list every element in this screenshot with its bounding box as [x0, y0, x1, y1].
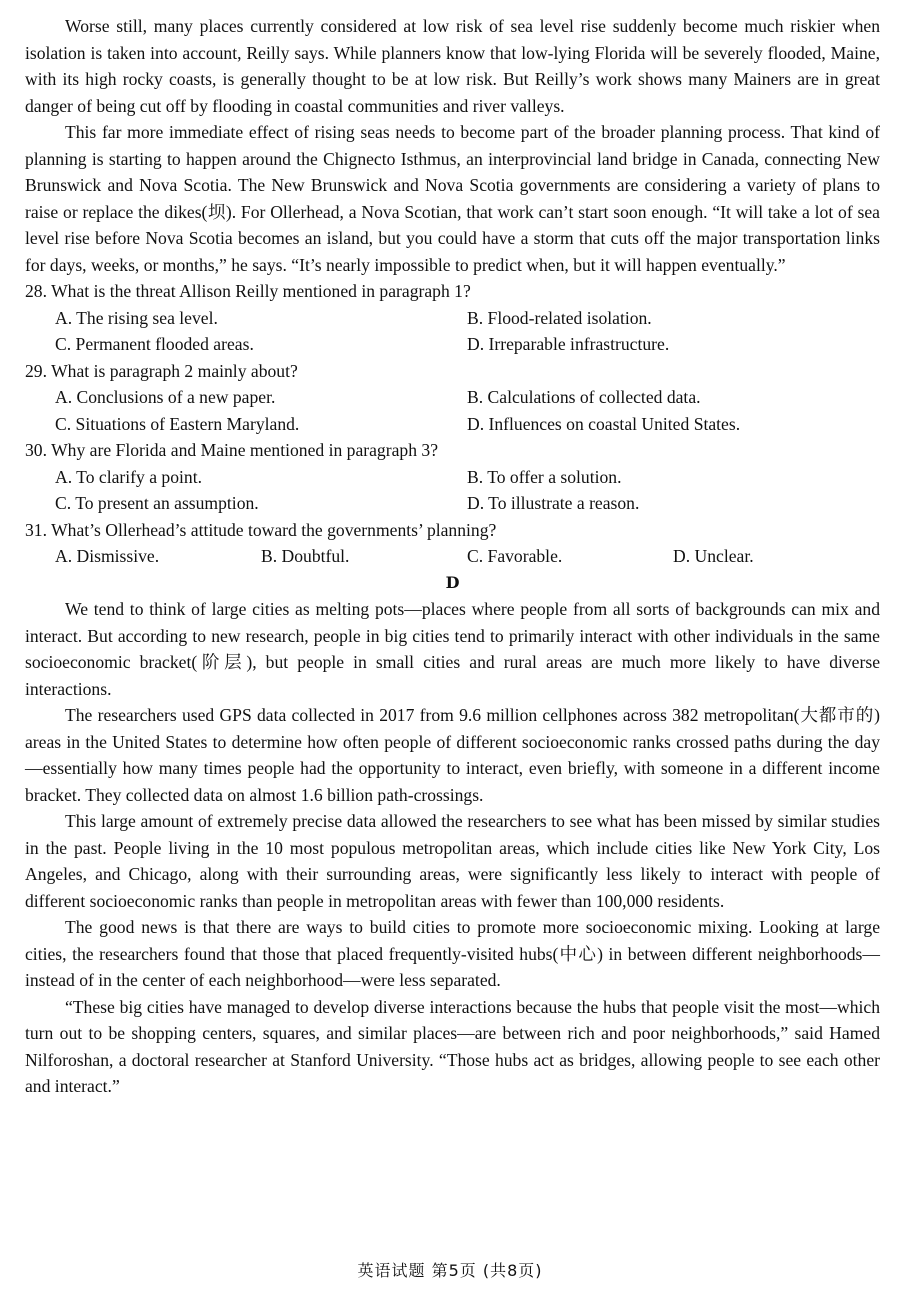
- option-row: [25, 490, 880, 517]
- option-b: B. Calculations of collected data.: [467, 387, 701, 407]
- paragraph-d-5: “These big cities have managed to develop diverse interactions because the hubs that people visit the most—which turn out to be shopping centers, squares, and similar places—are between rich and poor neighborhoods,” said Hamed Nilforoshan, a doctoral researcher at Stanford University. “Those hubs act as bridges, allowing people to see each other and interact.”: [25, 996, 880, 1096]
- question-28: [25, 278, 880, 358]
- question-stem: 28. What is the threat Allison Reilly mentioned in paragraph 1?: [25, 281, 471, 301]
- option-b: B. To offer a solution.: [467, 466, 622, 487]
- option-c: C. To present an assumption.: [55, 493, 259, 513]
- paragraph-d-4: The good news is that there are ways to build cities to promote more socioeconomic mixing. Looking at large cities, the researchers found that those that placed frequently-visited hubs(中心) in between different neighborhoods—instead of in the center of each neighborhood—were less separated.: [25, 917, 880, 990]
- paragraph-c-4: Worse still, many places currently considered at low risk of sea level rise suddenly become much riskier when isolation is taken into account, Reilly says. While planners know that low-lying Florida will be severely flooded, Maine, with its high rocky coasts, is generally thought to be at low risk. But Reilly’s work shows many Mainers are in great danger of being cut off by flooding in coastal communities and river valleys.: [25, 16, 880, 116]
- question-stem: 30. Why are Florida and Maine mentioned in paragraph 3?: [25, 440, 438, 460]
- option-row: [25, 543, 880, 570]
- question-stem: 29. What is paragraph 2 mainly about?: [25, 360, 298, 381]
- option-row: [25, 464, 880, 491]
- option-d: D. Unclear.: [673, 546, 754, 566]
- question-31: [25, 517, 880, 570]
- option-c: C. Permanent flooded areas.: [55, 334, 254, 354]
- option-a: A. The rising sea level.: [55, 307, 218, 328]
- option-row: [25, 305, 880, 332]
- question-stem: 31. What’s Ollerhead’s attitude toward the governments’ planning?: [25, 519, 497, 540]
- option-a: A. To clarify a point.: [55, 466, 202, 487]
- option-row: [25, 384, 880, 411]
- section-heading-d: D: [445, 572, 460, 592]
- option-c: C. Situations of Eastern Maryland.: [55, 413, 300, 434]
- option-row: [25, 411, 880, 438]
- paragraph-c-5: This far more immediate effect of rising seas needs to become part of the broader planning process. That kind of planning is starting to happen around the Chignecto Isthmus, an interprovincial land bridge in Canada, connecting New Brunswick and Nova Scotia. The New Brunswick and Nova Scotia governments are considering a variety of plans to raise or replace the dikes(坝). For Ollerhead, a Nova Scotian, that work can’t start soon enough. “It will take a lot of sea level rise before Nova Scotia becomes an island, but you could have a storm that cuts off the major transportation links for days, weeks, or months,” he says. “It’s nearly impossible to predict when, but it will happen eventually.”: [25, 122, 880, 275]
- option-d: D. To illustrate a reason.: [467, 493, 640, 513]
- option-d: D. Influences on coastal United States.: [467, 413, 741, 434]
- option-d: D. Irreparable infrastructure.: [467, 334, 670, 354]
- option-b: B. Flood-related isolation.: [467, 307, 652, 328]
- option-c: C. Favorable.: [467, 546, 563, 566]
- option-a: A. Dismissive.: [55, 546, 160, 566]
- option-b: B. Doubtful.: [261, 546, 350, 566]
- paragraph-d-2: The researchers used GPS data collected in 2017 from 9.6 million cellphones across 382 metropolitan(大都市的) areas in the United States to determine how often people of different socioeconomic ranks crossed paths during the day—essentially how many times people had the opportunity to interact, even briefly, with someone in a different income bracket. They collected data on almost 1.6 billion path-crossings.: [25, 705, 880, 805]
- question-30: [25, 437, 880, 517]
- option-row: [25, 331, 880, 358]
- page-footer: 英语试题 第5页 (共8页): [357, 1261, 543, 1280]
- question-29: [25, 358, 880, 438]
- option-a: A. Conclusions of a new paper.: [55, 387, 276, 407]
- paragraph-d-1: We tend to think of large cities as melting pots—places where people from all sorts of backgrounds can mix and interact. But according to new research, people in big cities tend to primarily interact with other individuals in the same socioeconomic bracket(阶层), but people in small cities and rural areas are much more likely to have diverse interactions.: [25, 599, 880, 699]
- paragraph-d-3: This large amount of extremely precise data allowed the researchers to see what has been missed by similar studies in the past. People living in the 10 most populous metropolitan areas, which include cities like New York City, Los Angeles, and Chicago, along with their surrounding areas, were significantly less likely to interact with people of different socioeconomic ranks than people in metropolitan areas with fewer than 100,000 residents.: [25, 811, 880, 911]
